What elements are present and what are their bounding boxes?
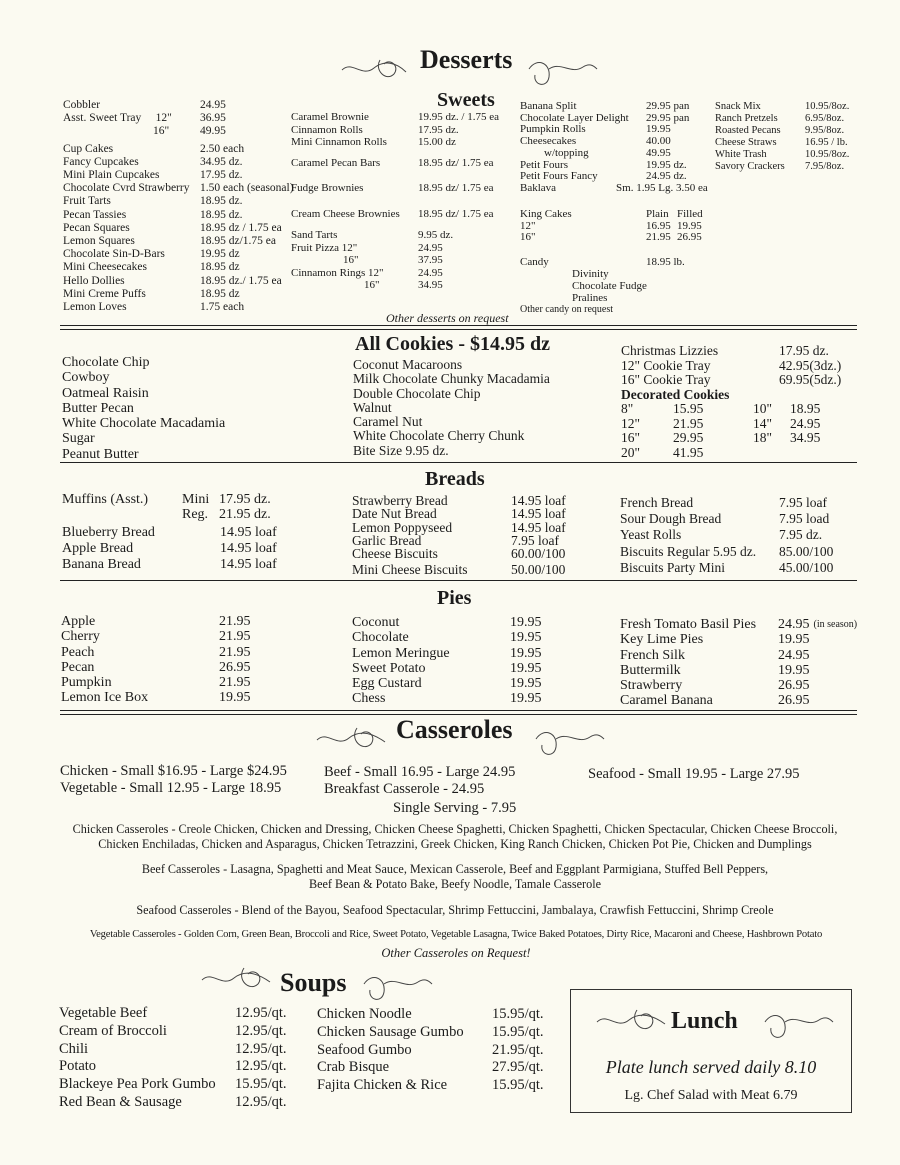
pies-left: Apple 21.95 Cherry 21.95 Peach 21.95 Pecan 26.95 Pumpkin 21.95 Lemon Ice Box 19.95 xyxy=(61,614,251,706)
casseroles-single: Single Serving - 7.95 xyxy=(393,800,517,816)
desserts-col2: Caramel Brownie 19.95 dz. / 1.75 ea Cinnamon Rolls 17.95 dz. Mini Cinnamon Rolls 15.00 dz Caramel Pecan Bars 18.95 dz/ 1.75 ea Fudge Brownies 18.95 dz/ 1.75 ea Cream Cheese Brownies 18.95 dz/ 1.75 ea Sand Tarts 9.95 dz. Fruit Pizza 12" 24.95 16" 37.95 Cinnamon Rings 12" 24.95 16" 34.95 xyxy=(291,111,499,291)
flourish-right-icon xyxy=(761,1008,836,1048)
cookies-title: All Cookies - $14.95 dz xyxy=(355,333,550,355)
seafood-casseroles-list: Seafood Casseroles - Blend of the Bayou, Seafood Spectacular, Shrimp Fettuccini, Jambalaya, Crawfish Fettuccini, Shrimp Creole xyxy=(136,903,774,917)
vegetable-casseroles-list: Vegetable Casseroles - Golden Corn, Green Bean, Broccoli and Rice, Sweet Potato, Vegetable Lasagna, Twice Baked Potatoes, Dirty Rice, Macaroni and Cheese, Hashbrown Potato xyxy=(89,929,823,940)
beef-casseroles-list: Beef Casseroles - Lasagna, Spaghetti and Meat Sauce, Mexican Casserole, Beef and Eggplant Parmigiana, Stuffed Bell Peppers, Beef Bean & Potato Bake, Beefy Noodle, Tamale Casserole xyxy=(141,862,769,891)
soups-left: Vegetable Beef 12.95/qt. Cream of Broccoli 12.95/qt. Chili 12.95/qt. Potato 12.95/qt. Blackeye Pea Pork Gumbo 15.95/qt. Red Bean & Sausage 12.95/qt. xyxy=(59,1005,287,1110)
chef-salad: Lg. Chef Salad with Meat 6.79 xyxy=(624,1088,798,1103)
breads-left: Muffins (Asst.) Mini 17.95 dz. Reg. 21.95 dz. Blueberry Bread 14.95 loaf Apple Bread 14.95 loaf Banana Bread 14.95 loaf xyxy=(62,492,277,572)
cookies-left: Chocolate Chip Cowboy Oatmeal Raisin Butter Pecan White Chocolate Macadamia Sugar Peanut Butter xyxy=(62,355,226,462)
casseroles-seafood: Seafood - Small 19.95 - Large 27.95 xyxy=(588,766,800,782)
desserts-col4: Snack Mix 10.95/8oz. Ranch Pretzels 6.95/8oz. Roasted Pecans 9.95/8oz. Cheese Straws 16.95 / lb. White Trash 10.95/8oz. Savory Crackers 7.95/8oz. xyxy=(715,101,850,172)
desserts-title: Desserts xyxy=(420,45,513,74)
lunch-title: Lunch xyxy=(671,1008,738,1034)
casseroles-other: Other Casseroles on Request! xyxy=(381,946,531,960)
divider xyxy=(60,580,857,581)
king-cakes: King Cakes Plain Filled 12" 16.95 19.95 16" 21.95 26.95 xyxy=(520,208,703,244)
divider xyxy=(60,462,857,463)
divider xyxy=(60,325,857,326)
flourish-right-icon xyxy=(525,55,600,95)
flourish-left-icon xyxy=(595,1000,670,1040)
flourish-left-icon xyxy=(200,960,275,1000)
flourish-left-icon xyxy=(340,48,410,88)
flourish-right-icon xyxy=(360,970,435,1010)
sweets-title: Sweets xyxy=(437,89,495,111)
plate-lunch: Plate lunch served daily 8.10 xyxy=(605,1057,817,1077)
candy: Candy 18.95 lb. Divinity Chocolate Fudge Pralines Other candy on request xyxy=(520,256,685,315)
desserts-col1: Cobbler 24.95 Asst. Sweet Tray 12" 36.95 16" 49.95 Cup Cakes 2.50 each Fancy Cupcakes 34.95 dz. Mini Plain Cupcakes 17.95 dz. Chocolate Cvrd Strawberry 1.50 each (seasonal) Fruit Tarts 18.95 dz. Pecan Tassies 18.95 dz. Pecan Squares 18.95 dz / 1.75 ea Lemon Squares 18.95 dz/1.75 ea Chocolate Sin-D-Bars 19.95 dz Mini Cheesecakes 18.95 dz Hello Dollies 18.95 dz./ 1.75 ea Mini Creme Puffs 18.95 dz Lemon Loves 1.75 each xyxy=(63,99,294,314)
breads-mid: Strawberry Bread 14.95 loaf Date Nut Bread 14.95 loaf Lemon Poppyseed 14.95 loaf Garlic Bread 7.95 loaf Cheese Biscuits 60.00/100 Mini Cheese Biscuits 50.00/100 xyxy=(352,493,566,578)
divider xyxy=(60,329,857,330)
pies-title: Pies xyxy=(437,587,472,609)
cookies-right: Christmas Lizzies 17.95 dz. 12" Cookie Tray 42.95(3dz.) 16" Cookie Tray 69.95(5dz.) Decorated Cookies 8" 15.95 10" 18.95 12" 21.95 14" 24.95 16" 29.95 18" 34.95 20" 41.95 xyxy=(621,343,842,460)
soups-title: Soups xyxy=(280,968,347,997)
chicken-casseroles-list: Chicken Casseroles - Creole Chicken, Chicken and Dressing, Chicken Cheese Spaghetti, Chicken Spaghetti, Chicken Spectacular, Chicken Cheese Broccoli, Chicken Enchiladas, Chicken and Asparagus, Chicken Tetrazzini, Greek Chicken, King Ranch Chicken, Chicken Pot Pie, Chicken and Dumplings xyxy=(72,822,838,851)
flourish-left-icon xyxy=(315,718,390,758)
pies-mid: Coconut 19.95 Chocolate 19.95 Lemon Meringue 19.95 Sweet Potato 19.95 Egg Custard 19.95 Chess 19.95 xyxy=(352,615,542,707)
casseroles-title: Casseroles xyxy=(396,715,513,744)
desserts-other-note: Other desserts on request xyxy=(386,311,509,325)
decorated-cookies-title: Decorated Cookies xyxy=(621,386,730,402)
breads-right: French Bread 7.95 loaf Sour Dough Bread 7.95 load Yeast Rolls 7.95 dz. Biscuits Regular 5.95 dz. 85.00/100 Biscuits Party Mini 45.00/100 xyxy=(620,495,834,575)
desserts-col3: Banana Split 29.95 pan Chocolate Layer Delight 29.95 pan Pumpkin Rolls 19.95 Cheesecakes 40.00 w/topping 49.95 Petit Fours 19.95 dz. Petit Fours Fancy 24.95 dz. Baklava Sm. 1.95 Lg. 3.50 ea xyxy=(520,100,708,194)
flourish-right-icon xyxy=(532,725,607,765)
soups-right: Chicken Noodle 15.95/qt. Chicken Sausage Gumbo 15.95/qt. Seafood Gumbo 21.95/qt. Crab Bisque 27.95/qt. Fajita Chicken & Rice 15.95/qt. xyxy=(317,1006,544,1094)
pies-right: Fresh Tomato Basil Pies 24.95 (in season) Key Lime Pies 19.95 French Silk 24.95 Buttermilk 19.95 Strawberry 26.95 Caramel Banana 26.95 xyxy=(620,617,858,709)
breads-title: Breads xyxy=(425,468,485,490)
cookies-mid: Coconut Macaroons Milk Chocolate Chunky Macadamia Double Chocolate Chip Walnut Caramel Nut White Chocolate Cherry Chunk Bite Size 9.95 dz. xyxy=(353,357,550,458)
casseroles-beef: Beef - Small 16.95 - Large 24.95 Breakfast Casserole - 24.95 xyxy=(324,764,516,797)
casseroles-chicken-veg: Chicken - Small $16.95 - Large $24.95 Vegetable - Small 12.95 - Large 18.95 xyxy=(60,763,287,796)
divider xyxy=(60,710,857,711)
lunch-box xyxy=(570,989,852,1113)
